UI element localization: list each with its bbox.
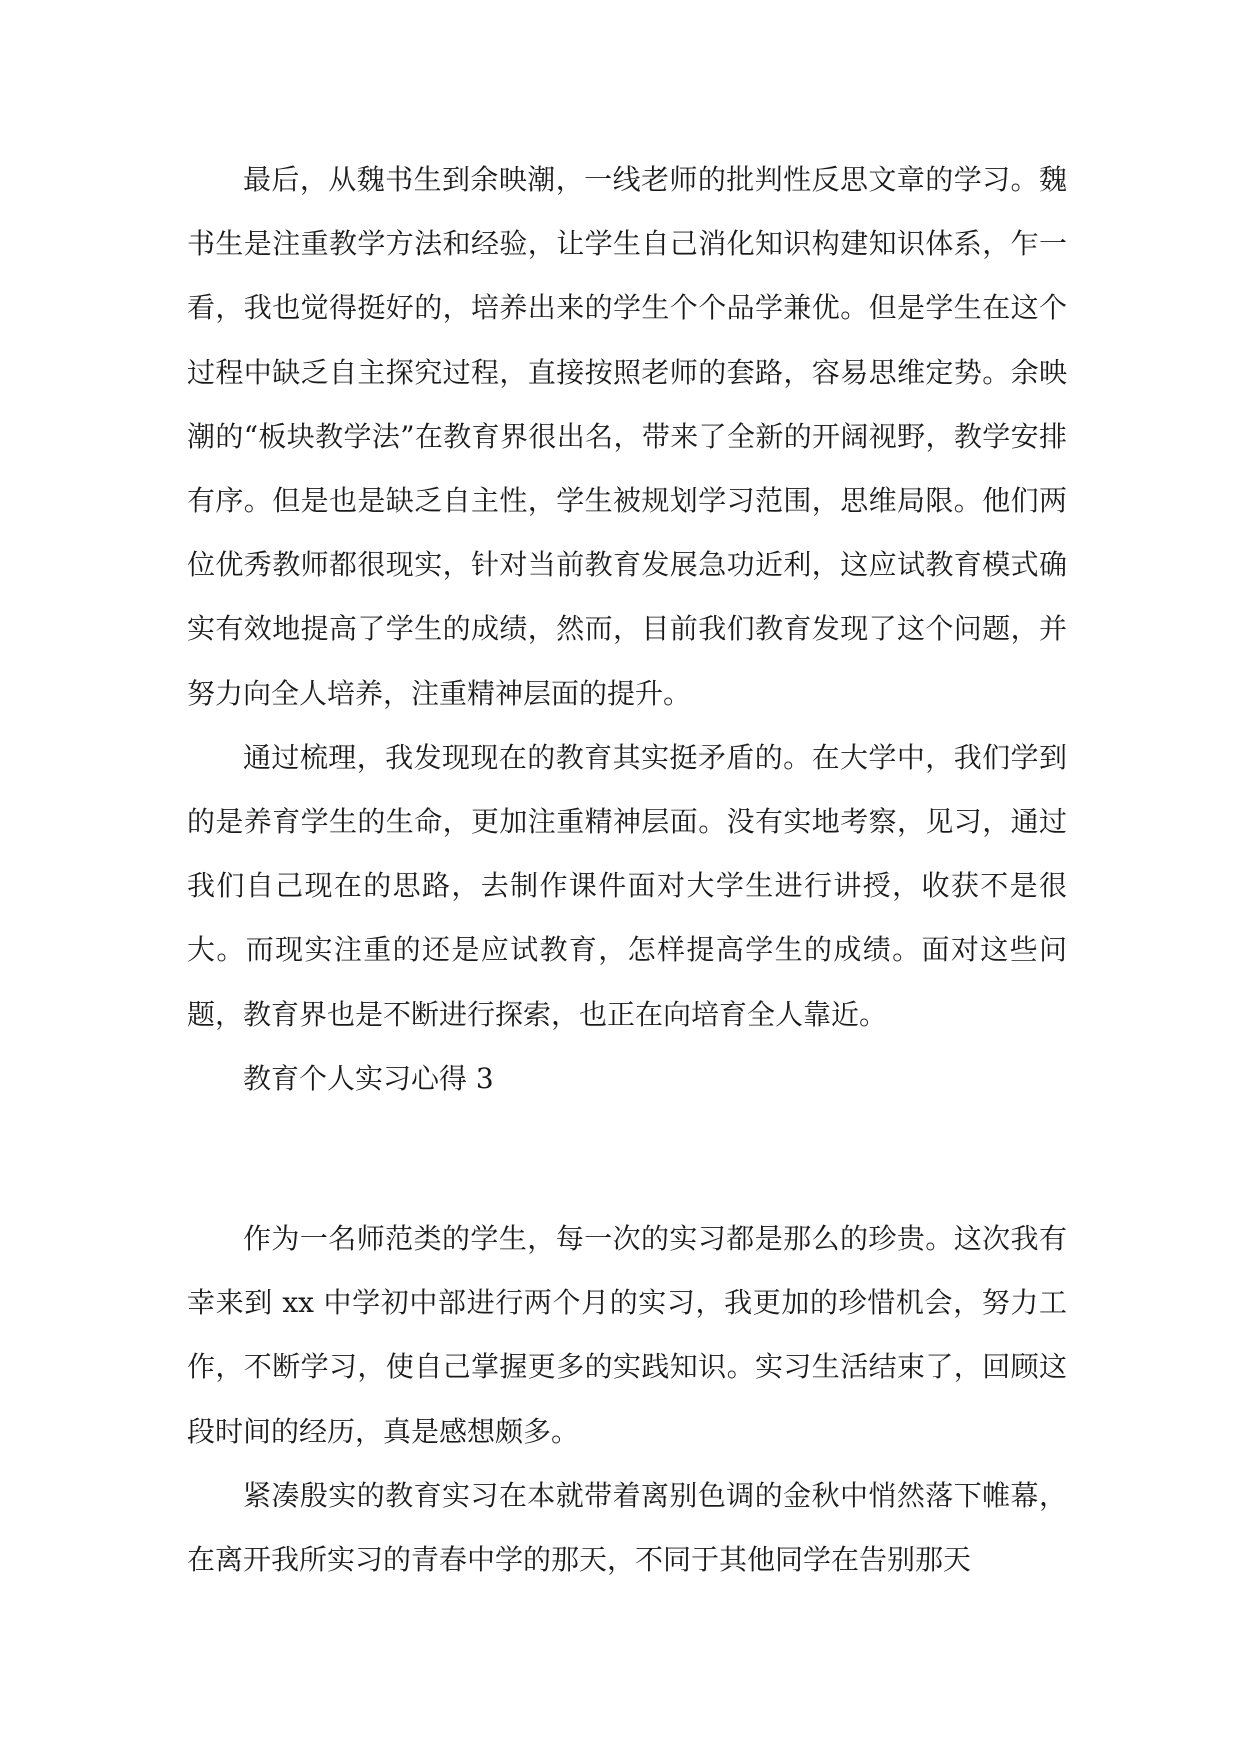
blank-spacer — [187, 1111, 1067, 1207]
section-heading: 教育个人实习心得 3 — [243, 1061, 494, 1095]
body-paragraph: 紧凑殷实的教育实习在本就带着离别色调的金秋中悄然落下帷幕，在离开我所实习的青春中学的那天，不同于其他同学在告别那天 — [187, 1478, 1067, 1577]
body-paragraph: 通过梳理，我发现现在的教育其实挺矛盾的。在大学中，我们学到的是养育学生的生命，更加注重精神层面。没有实地考察，见习，通过我们自己现在的思路，去制作课件面对大学生进行讲授，收获不是很大。而现实注重的还是应试教育，怎样提高学生的成绩。面对这些问题，教育界也是不断进行探索，也正在向培育全人靠近。 — [187, 740, 1067, 1031]
body-paragraph: 作为一名师范类的学生，每一次的实习都是那么的珍贵。这次我有幸来到 xx 中学初中部进行两个月的实习，我更加的珍惜机会，努力工作，不断学习，使自己掌握更多的实践知识。实习生活结束了，回顾这段时间的经历，真是感想颇多。 — [187, 1222, 1067, 1448]
document-page — [187, 148, 1067, 1592]
body-paragraph: 最后，从魏书生到余映潮，一线老师的批判性反思文章的学习。魏书生是注重教学方法和经验，让学生自己消化知识构建知识体系，乍一看，我也觉得挺好的，培养出来的学生个个品学兼优。但是学生在这个过程中缺乏自主探究过程，直接按照老师的套路，容易思维定势。余映潮的“板块教学法”在教育界很出名，带来了全新的开阔视野，教学安排有序。但是也是缺乏自主性，学生被规划学习范围，思维局限。他们两位优秀教师都很现实，针对当前教育发展急功近利，这应试教育模式确实有效地提高了学生的成绩，然而，目前我们教育发现了这个问题，并努力向全人培养，注重精神层面的提升。 — [187, 163, 1067, 710]
